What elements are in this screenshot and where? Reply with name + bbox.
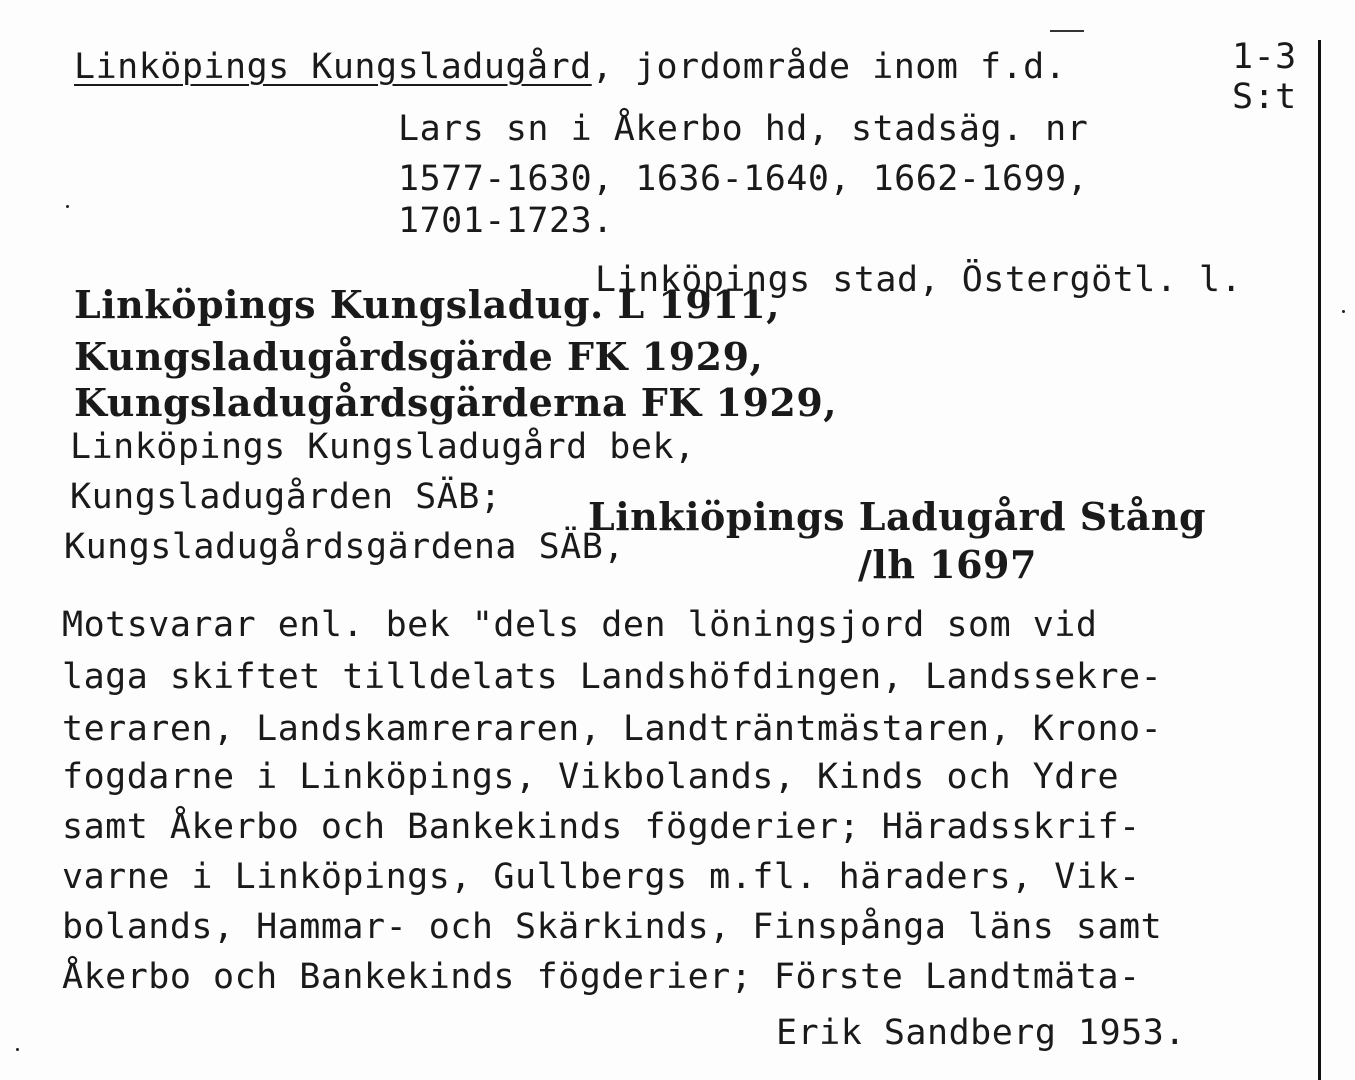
speck (1342, 310, 1345, 313)
name-form: Kungsladugårdsgärde FK 1929, (74, 334, 764, 379)
name-form: Linköpings Kungsladug. L 1911, (74, 282, 780, 327)
speck (16, 1048, 19, 1051)
note-line: Motsvarar enl. bek "dels den löningsjord som vid (62, 605, 1098, 645)
heading-description: , jordområde inom f.d. (591, 47, 1067, 87)
description-line: 1701-1723. (398, 201, 614, 241)
note-line: laga skiftet tilldelats Landshöfdingen, Landssekre- (62, 657, 1163, 697)
card-right-edge-line (1318, 40, 1321, 1080)
name-form: Linköpings Kungsladugård bek, (70, 427, 696, 467)
note-line: samt Åkerbo och Bankekinds fögderier; Häradsskrif- (62, 807, 1141, 847)
speck (66, 205, 69, 208)
heading (74, 47, 1067, 87)
name-form: Kungsladugårdsgärdena SÄB, (64, 527, 625, 567)
heading-place-name: Linköpings Kungsladugård (74, 47, 592, 87)
ink-mark (1050, 30, 1084, 32)
name-form: Kungsladugårdsgärderna FK 1929, (74, 380, 838, 425)
name-form: Kungsladugården SÄB; (70, 477, 502, 517)
reference-suffix: S:t (1232, 77, 1297, 117)
note-line: fogdarne i Linköpings, Vikbolands, Kinds och Ydre (62, 757, 1120, 797)
note-line: varne i Linköpings, Gullbergs m.fl. häraders, Vik- (62, 857, 1141, 897)
reference-number: 1-3 (1232, 37, 1297, 77)
name-form-year: /lh 1697 (858, 542, 1037, 587)
municipality: Linköpings stad, Östergötl. l. (595, 260, 1243, 300)
note-line: teraren, Landskamreraren, Landträntmästaren, Krono- (62, 709, 1163, 749)
note-line: Åkerbo och Bankekinds fögderier; Förste Landtmäta- (62, 957, 1141, 997)
description-line: Lars sn i Åkerbo hd, stadsäg. nr (398, 109, 1089, 149)
name-form: Linkiöpings Ladugård Stång (588, 494, 1207, 539)
description-line: 1577-1630, 1636-1640, 1662-1699, (398, 159, 1089, 199)
signature: Erik Sandberg 1953. (776, 1013, 1186, 1053)
note-line: bolands, Hammar- och Skärkinds, Finspånga läns samt (62, 907, 1163, 947)
